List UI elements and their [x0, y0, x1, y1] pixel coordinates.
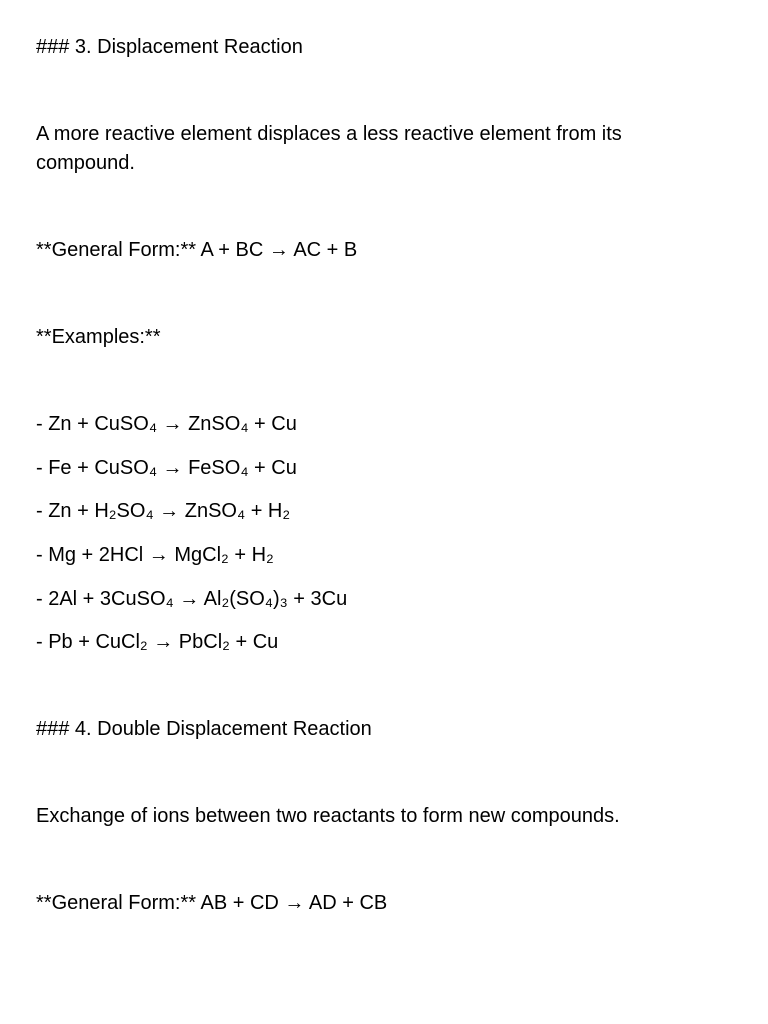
example-item: - 2Al + 3CuSO₄ → Al₂(SO₄)₃ + 3Cu [36, 588, 348, 610]
example-item: - Pb + CuCl₂ → PbCl₂ + Cu [36, 631, 279, 653]
example-item: - Fe + CuSO₄ → FeSO₄ + Cu [36, 457, 297, 479]
section4-general-form: **General Form:** AB + CD → AD + CB [36, 892, 388, 914]
section3-description: A more reactive element displaces a less reactive element from its compound. [36, 123, 622, 174]
example-item: - Zn + H₂SO₄ → ZnSO₄ + H₂ [36, 500, 291, 522]
example-item: - Zn + CuSO₄ → ZnSO₄ + Cu [36, 413, 297, 435]
section4-heading: ### 4. Double Displacement Reaction [36, 718, 372, 740]
section4-description: Exchange of ions between two reactants to form new compounds. [36, 805, 620, 827]
example-item: - Mg + 2HCl → MgCl₂ + H₂ [36, 544, 274, 566]
section3-heading: ### 3. Displacement Reaction [36, 36, 303, 58]
section3-examples-label: **Examples:** [36, 326, 161, 348]
section3-general-form: **General Form:** A + BC → AC + B [36, 239, 358, 261]
